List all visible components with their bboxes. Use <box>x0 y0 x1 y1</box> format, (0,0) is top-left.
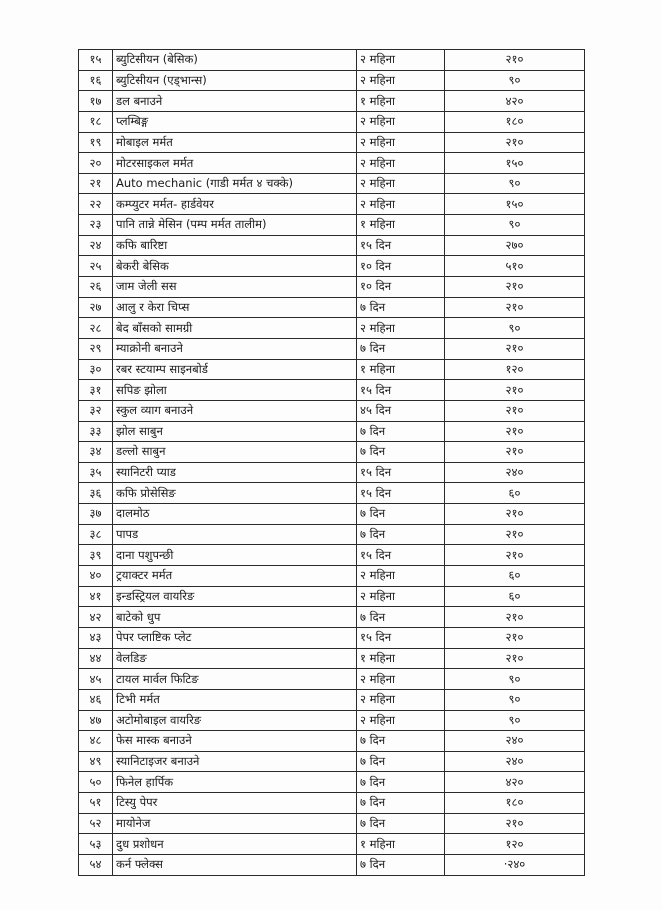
table-row <box>79 710 585 731</box>
training-name-cell: बेद बाँसको सामग्री <box>113 318 357 339</box>
serial-number-cell: ३० <box>79 359 113 380</box>
count-cell: १२० <box>445 834 585 855</box>
table-row <box>79 586 585 607</box>
count-cell: २१० <box>445 442 585 463</box>
training-name-cell: पेपर प्लाष्टिक प्लेट <box>113 627 357 648</box>
duration-cell: ७ दिन <box>357 854 445 875</box>
count-cell: ६० <box>445 483 585 504</box>
serial-number-cell: १५ <box>79 50 113 71</box>
count-cell: २४० <box>445 462 585 483</box>
table-row <box>79 132 585 153</box>
duration-cell: २ महिना <box>357 669 445 690</box>
duration-cell: ४५ दिन <box>357 400 445 421</box>
duration-cell: १० दिन <box>357 277 445 298</box>
serial-number-cell: ३८ <box>79 524 113 545</box>
training-name-cell: सपिङ झोला <box>113 380 357 401</box>
training-table <box>78 49 585 876</box>
count-cell: १८० <box>445 793 585 814</box>
serial-number-cell: ३९ <box>79 545 113 566</box>
duration-cell: २ महिना <box>357 566 445 587</box>
duration-cell: २ महिना <box>357 586 445 607</box>
serial-number-cell: ५२ <box>79 813 113 834</box>
duration-cell: ७ दिन <box>357 793 445 814</box>
count-cell: २१० <box>445 421 585 442</box>
training-name-cell: ब्युटिसीयन (बेसिक) <box>113 50 357 71</box>
serial-number-cell: २७ <box>79 297 113 318</box>
table-row <box>79 318 585 339</box>
duration-cell: ७ दिन <box>357 772 445 793</box>
serial-number-cell: ३४ <box>79 442 113 463</box>
training-name-cell: म्याक्रोनी बनाउने <box>113 338 357 359</box>
serial-number-cell: ३७ <box>79 504 113 525</box>
table-row <box>79 359 585 380</box>
count-cell: १२० <box>445 359 585 380</box>
table-row <box>79 689 585 710</box>
serial-number-cell: ४० <box>79 566 113 587</box>
duration-cell: १ महिना <box>357 91 445 112</box>
count-cell: २१० <box>445 297 585 318</box>
table-row <box>79 91 585 112</box>
duration-cell: २ महिना <box>357 173 445 194</box>
count-cell: २१० <box>445 813 585 834</box>
serial-number-cell: ५१ <box>79 793 113 814</box>
duration-cell: २ महिना <box>357 132 445 153</box>
count-cell: ९० <box>445 689 585 710</box>
duration-cell: २ महिना <box>357 710 445 731</box>
table-row <box>79 524 585 545</box>
serial-number-cell: ५४ <box>79 854 113 875</box>
table-row <box>79 751 585 772</box>
count-cell: २१० <box>445 524 585 545</box>
count-cell: २१० <box>445 338 585 359</box>
duration-cell: १ महिना <box>357 834 445 855</box>
duration-cell: १ महिना <box>357 648 445 669</box>
training-name-cell: वेलडिङ <box>113 648 357 669</box>
table-row <box>79 669 585 690</box>
count-cell: २१० <box>445 627 585 648</box>
table-row <box>79 772 585 793</box>
table-row <box>79 194 585 215</box>
count-cell: २१० <box>445 400 585 421</box>
table-row <box>79 648 585 669</box>
duration-cell: १५ दिन <box>357 380 445 401</box>
table-row <box>79 813 585 834</box>
count-cell: २१० <box>445 545 585 566</box>
serial-number-cell: ३२ <box>79 400 113 421</box>
duration-cell: १० दिन <box>357 256 445 277</box>
serial-number-cell: ४८ <box>79 731 113 752</box>
duration-cell: ७ दिन <box>357 524 445 545</box>
count-cell: १५० <box>445 153 585 174</box>
table-row <box>79 338 585 359</box>
training-name-cell: रबर स्टयाम्प साइनबोर्ड <box>113 359 357 380</box>
serial-number-cell: ४५ <box>79 669 113 690</box>
duration-cell: १५ दिन <box>357 545 445 566</box>
table-row <box>79 380 585 401</box>
count-cell: ९० <box>445 70 585 91</box>
training-name-cell: आलु र केरा चिप्स <box>113 297 357 318</box>
serial-number-cell: २९ <box>79 338 113 359</box>
duration-cell: २ महिना <box>357 70 445 91</box>
training-name-cell: डल्लो साबुन <box>113 442 357 463</box>
serial-number-cell: ५३ <box>79 834 113 855</box>
count-cell: ९० <box>445 215 585 236</box>
serial-number-cell: २५ <box>79 256 113 277</box>
duration-cell: १५ दिन <box>357 235 445 256</box>
count-cell: ९० <box>445 669 585 690</box>
training-name-cell: दालमोठ <box>113 504 357 525</box>
training-name-cell: कफि बारिष्टा <box>113 235 357 256</box>
duration-cell: १ महिना <box>357 359 445 380</box>
count-cell: २४० <box>445 751 585 772</box>
duration-cell: ७ दिन <box>357 731 445 752</box>
training-name-cell: दुध प्रशोधन <box>113 834 357 855</box>
count-cell: १८० <box>445 111 585 132</box>
training-name-cell: कर्न फ्लेक्स <box>113 854 357 875</box>
table-row <box>79 111 585 132</box>
training-name-cell: ट्रयाक्टर मर्मत <box>113 566 357 587</box>
training-name-cell: स्यानिटरी प्याड <box>113 462 357 483</box>
serial-number-cell: २८ <box>79 318 113 339</box>
count-cell: २१० <box>445 277 585 298</box>
table-row <box>79 173 585 194</box>
table-row <box>79 421 585 442</box>
count-cell: २१० <box>445 132 585 153</box>
duration-cell: १५ दिन <box>357 483 445 504</box>
serial-number-cell: ४२ <box>79 607 113 628</box>
serial-number-cell: २४ <box>79 235 113 256</box>
serial-number-cell: १८ <box>79 111 113 132</box>
serial-number-cell: ४१ <box>79 586 113 607</box>
count-cell: ६० <box>445 566 585 587</box>
table-row <box>79 834 585 855</box>
training-name-cell: स्यानिटाइजर बनाउने <box>113 751 357 772</box>
table-row <box>79 462 585 483</box>
training-name-cell: मायोनेज <box>113 813 357 834</box>
training-name-cell: बाटेको धुप <box>113 607 357 628</box>
serial-number-cell: २२ <box>79 194 113 215</box>
count-cell: २१० <box>445 50 585 71</box>
serial-number-cell: २६ <box>79 277 113 298</box>
training-name-cell: कम्प्युटर मर्मत- हार्डवेयर <box>113 194 357 215</box>
count-cell: ४२० <box>445 91 585 112</box>
count-cell: ९० <box>445 318 585 339</box>
training-name-cell: कफि प्रोसेसिङ <box>113 483 357 504</box>
serial-number-cell: ५० <box>79 772 113 793</box>
training-name-cell: फेस मास्क बनाउने <box>113 731 357 752</box>
serial-number-cell: १६ <box>79 70 113 91</box>
table-row <box>79 504 585 525</box>
training-name-cell: इन्डस्ट्रियल वायरिङ <box>113 586 357 607</box>
duration-cell: २ महिना <box>357 318 445 339</box>
duration-cell: ७ दिन <box>357 442 445 463</box>
training-name-cell: टिस्यु पेपर <box>113 793 357 814</box>
table-row <box>79 566 585 587</box>
training-name-cell: अटोमोबाइल वायरिङ <box>113 710 357 731</box>
serial-number-cell: ४७ <box>79 710 113 731</box>
duration-cell: १५ दिन <box>357 627 445 648</box>
training-name-cell: Auto mechanic (गाडी मर्मत ४ चक्के) <box>113 173 357 194</box>
duration-cell: १५ दिन <box>357 462 445 483</box>
training-name-cell: स्कुल व्याग बनाउने <box>113 400 357 421</box>
training-name-cell: पानि तान्ने मेसिन (पम्प मर्मत तालीम) <box>113 215 357 236</box>
table-row <box>79 627 585 648</box>
duration-cell: २ महिना <box>357 194 445 215</box>
duration-cell: ७ दिन <box>357 607 445 628</box>
serial-number-cell: ४४ <box>79 648 113 669</box>
training-name-cell: झोल साबुन <box>113 421 357 442</box>
count-cell: ९० <box>445 173 585 194</box>
count-cell: १५० <box>445 194 585 215</box>
count-cell: २१० <box>445 648 585 669</box>
serial-number-cell: १७ <box>79 91 113 112</box>
count-cell: ५१० <box>445 256 585 277</box>
duration-cell: ७ दिन <box>357 338 445 359</box>
training-name-cell: पापड <box>113 524 357 545</box>
table-row <box>79 70 585 91</box>
table-row <box>79 854 585 875</box>
table-row <box>79 607 585 628</box>
table-row <box>79 400 585 421</box>
serial-number-cell: ३१ <box>79 380 113 401</box>
training-name-cell: ब्युटिसीयन (एड्भान्स) <box>113 70 357 91</box>
count-cell: ·२४० <box>445 854 585 875</box>
duration-cell: ७ दिन <box>357 421 445 442</box>
duration-cell: २ महिना <box>357 50 445 71</box>
serial-number-cell: ४९ <box>79 751 113 772</box>
duration-cell: ७ दिन <box>357 751 445 772</box>
duration-cell: ७ दिन <box>357 297 445 318</box>
table-row <box>79 793 585 814</box>
training-name-cell: प्लम्बिङ्ग <box>113 111 357 132</box>
count-cell: २१० <box>445 504 585 525</box>
count-cell: २१० <box>445 607 585 628</box>
training-name-cell: मोबाइल मर्मत <box>113 132 357 153</box>
duration-cell: १ महिना <box>357 215 445 236</box>
training-name-cell: टिभी मर्मत <box>113 689 357 710</box>
serial-number-cell: २० <box>79 153 113 174</box>
duration-cell: २ महिना <box>357 689 445 710</box>
table-row <box>79 442 585 463</box>
table-row <box>79 153 585 174</box>
table-row <box>79 297 585 318</box>
table-row <box>79 731 585 752</box>
table-row <box>79 256 585 277</box>
table-row <box>79 235 585 256</box>
table-row <box>79 50 585 71</box>
count-cell: २४० <box>445 731 585 752</box>
table-row <box>79 545 585 566</box>
training-name-cell: जाम जेली सस <box>113 277 357 298</box>
training-name-cell: टायल मार्वल फिटिङ <box>113 669 357 690</box>
table-row <box>79 215 585 236</box>
count-cell: ४२० <box>445 772 585 793</box>
serial-number-cell: ४६ <box>79 689 113 710</box>
table-row <box>79 483 585 504</box>
training-name-cell: दाना पशुपन्छी <box>113 545 357 566</box>
serial-number-cell: ३३ <box>79 421 113 442</box>
duration-cell: २ महिना <box>357 111 445 132</box>
duration-cell: ७ दिन <box>357 813 445 834</box>
training-name-cell: डल बनाउने <box>113 91 357 112</box>
serial-number-cell: ३५ <box>79 462 113 483</box>
serial-number-cell: ३६ <box>79 483 113 504</box>
serial-number-cell: २१ <box>79 173 113 194</box>
training-name-cell: फिनेल हार्पिक <box>113 772 357 793</box>
count-cell: २७० <box>445 235 585 256</box>
serial-number-cell: ४३ <box>79 627 113 648</box>
training-name-cell: बेकरी बेसिक <box>113 256 357 277</box>
count-cell: ६० <box>445 586 585 607</box>
duration-cell: २ महिना <box>357 153 445 174</box>
table-body <box>79 50 585 876</box>
count-cell: ९० <box>445 710 585 731</box>
training-name-cell: मोटरसाइकल मर्मत <box>113 153 357 174</box>
count-cell: २१० <box>445 380 585 401</box>
duration-cell: ७ दिन <box>357 504 445 525</box>
serial-number-cell: १९ <box>79 132 113 153</box>
serial-number-cell: २३ <box>79 215 113 236</box>
table-row <box>79 277 585 298</box>
